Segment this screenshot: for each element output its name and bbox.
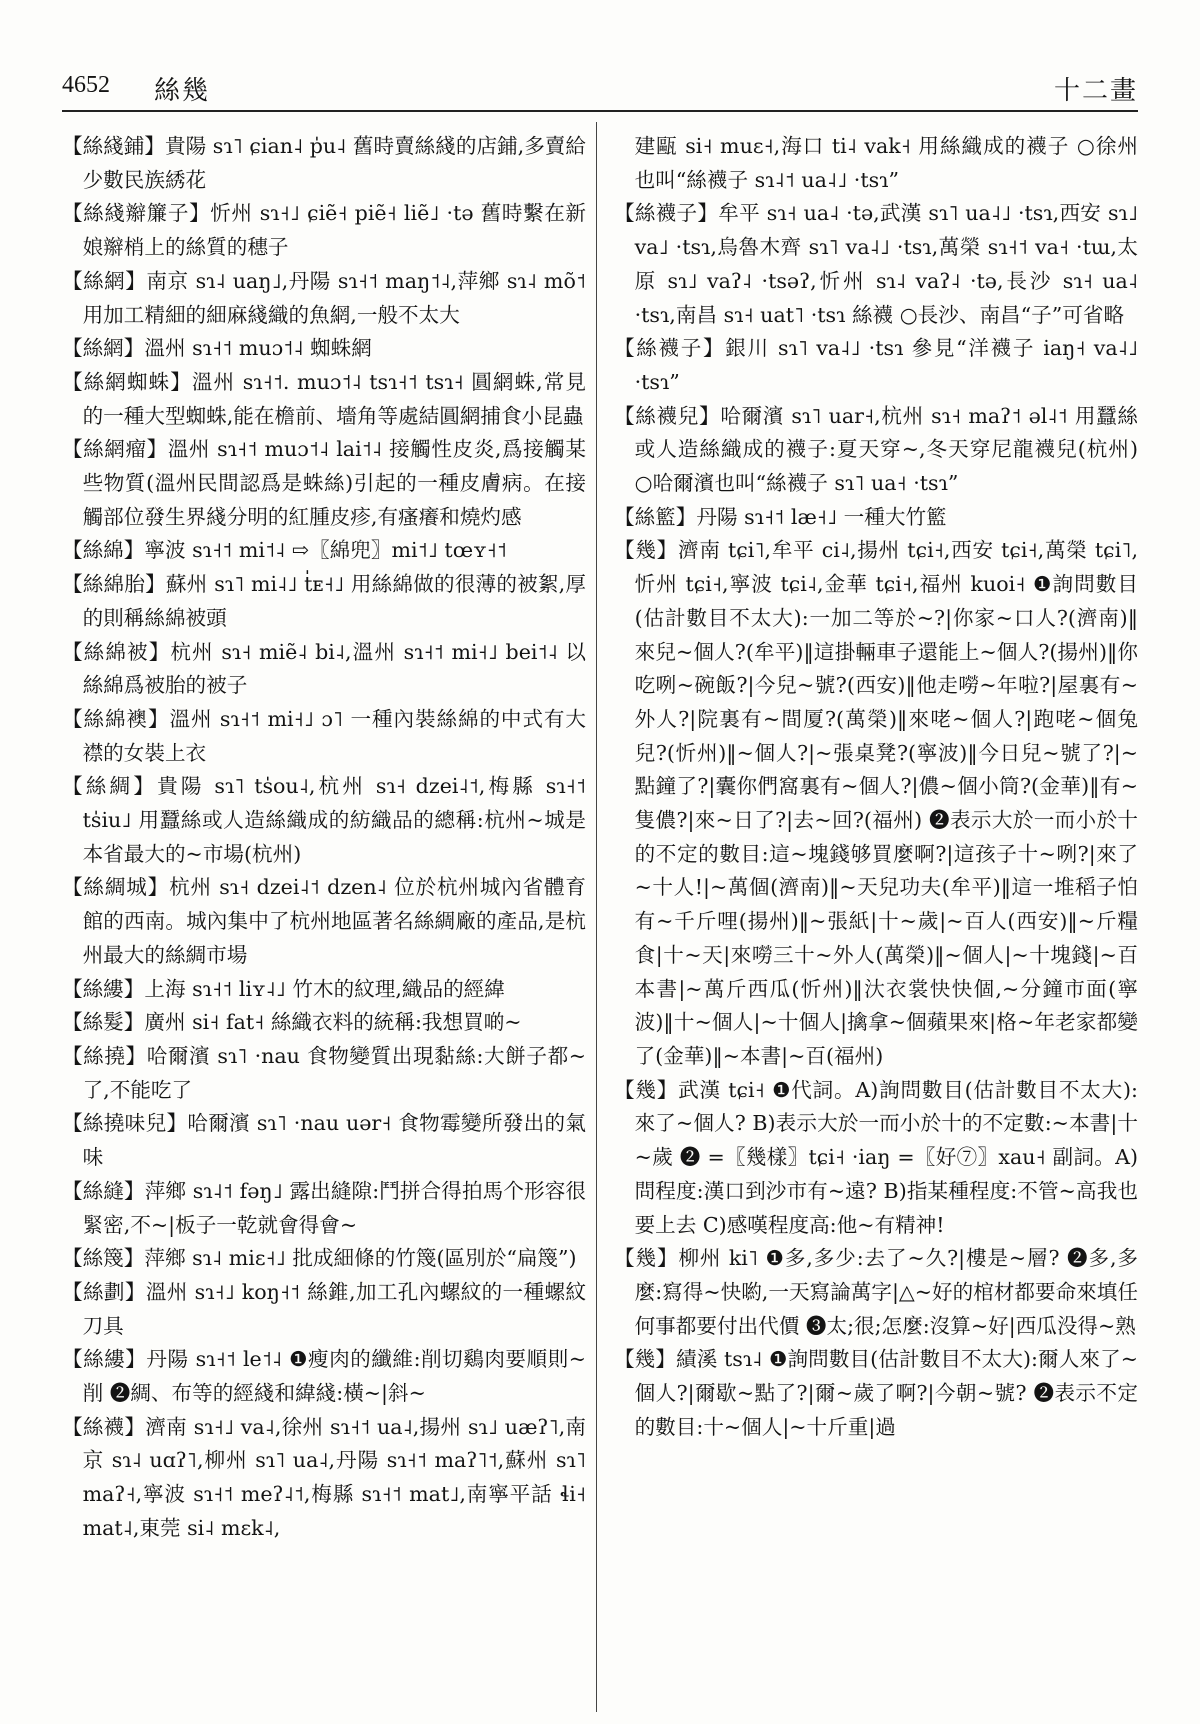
dictionary-entry [62,1343,586,1410]
entry-definition: 濟南 sɿ˧˩ va˨,徐州 sɿ˧˦ ua˨,揚州 sɿ˩ uæʔ˥,南京 sɿ˨ uɑʔ˥,柳州 sɿ˥ ua˨,丹陽 sɿ˧˦ maʔ˥˦,蘇州 sɿ˥ maʔ˧,寧波 sɿ˧˦ meʔ˨˦,梅縣 sɿ˧˦ mat˩,南寧平話 ɬi˧ mat˨,東莞 si˨ mɛk˨, [82,1414,586,1540]
entry-headword: 【絲撓】 [62,1043,147,1068]
entry-definition: 哈爾濱 sɿ˥ ·nau 食物變質出現黏絲:大餅子都~了,不能吃了 [82,1043,586,1102]
dictionary-entry [62,1175,586,1242]
entry-headword: 【絲襪子】 [614,336,726,361]
dictionary-entry [614,534,1138,1073]
entry-definition: 杭州 sɿ˧ dzei˨˦ dzen˨ 位於杭州城內省體育館的西南。城內集中了杭州地區著名絲綢廠的產品,是杭州最大的絲綢市場 [82,875,586,967]
entry-headword: 【絲綿胎】 [62,572,166,597]
entry-headword: 【絲綿】 [62,538,145,563]
entry-definition: 武漢 tɕi˧ ❶代詞。A)詢問數目(估計數目不太大):來了~個人? B)表示大於一而小於十的不定數:~本書|十~歲 ❷ =〖幾樣〗tɕi˧ ·iaŋ =〖好⑦〗xau˧ 副詞。A)問程度:漢口到沙市有~遠? B)指某種程度:不管~高我也要上去 C)感嘆程度高:他~有精神! [634,1077,1138,1237]
entry-definition: 萍鄉 sɿ˨˦ fəŋ˩ 露出縫隙:鬥拼合得拍馬个形容很緊密,不~|板子一乾就會得會~ [82,1178,586,1237]
entry-headword: 【絲篾】 [62,1246,145,1271]
entry-headword: 【絲綢城】 [62,875,170,900]
dictionary-entry [62,433,586,534]
entry-definition: 建甌 si˧ muɛ˧,海口 ti˨ vak˧ 用絲織成的襪子 ○徐州也叫“絲襪子 sɿ˨˦ ua˨˩ ·tsɿ” [634,134,1138,192]
entry-headword: 【絲綢】 [62,774,158,799]
dictionary-entry [614,332,1138,399]
right-column [614,130,1138,1710]
dictionary-entry [614,197,1138,332]
entry-definition: 溫州 sɿ˧˦ muɔ˦˨ lai˦˨ 接觸性皮炎,爲接觸某些物質(溫州民間認爲是蛛絲)引起的一種皮膚病。在接觸部位發生界綫分明的紅腫皮疹,有瘙癢和燒灼感 [82,437,586,529]
dictionary-entry [614,1242,1138,1343]
entry-definition: 貴陽 sɿ˥ ɕian˨ p̍u˨ 舊時賣絲綫的店鋪,多賣給少數民族綉花 [82,134,586,192]
entry-definition: 南京 sɿ˨ uaŋ˩,丹陽 sɿ˧˦ maŋ˦˨,萍鄉 sɿ˨ mõ˦ 用加工精細的細麻綫織的魚網,一般不太大 [82,268,586,327]
dictionary-entry [614,1074,1138,1243]
page-header [62,70,1138,112]
entry-definition: 銀川 sɿ˥ va˨˩ ·tsɿ 參見“洋襪子 iaŋ˧ va˨˩ ·tsɿ” [634,336,1138,394]
entry-headword: 【絲綫鋪】 [62,134,165,158]
dictionary-entry [614,501,1138,535]
entry-headword: 【絲襪子】 [614,201,719,226]
dictionary-entry [62,636,586,703]
entry-headword: 【絲髮】 [62,1010,145,1035]
page-running-title: 絲幾 [154,76,211,106]
entry-headword: 【絲劃】 [62,1279,146,1304]
entry-definition: 萍鄉 sɿ˨ miɛ˧˩ 批成細條的竹篾(區別於“扁篾”) [144,1246,577,1271]
section-label: 十二畫 [1053,76,1138,106]
entry-definition: 溫州 sɿ˧˩ koŋ˧˦ 絲錐,加工孔內螺紋的一種螺紋刀具 [82,1279,586,1338]
entry-definition: 丹陽 sɿ˧˦ læ˧˩ 一種大竹籃 [696,504,947,529]
entry-headword: 【幾】 [614,538,679,563]
dictionary-entry [62,871,586,972]
page-number: 4652 [62,72,110,98]
entry-definition: 柳州 ki˥ ❶多,多少:去了~久?|樓是~層? ❷多,多麼:寫得~快喲,一天寫論萬字|△~好的棺材都要命來填任何事都要付出代價 ❸太;很;怎麼:沒算~好|西瓜没得~熟 [634,1246,1138,1338]
entry-headword: 【絲網蜘蛛】 [62,369,192,394]
dictionary-entry [62,265,586,332]
dictionary-entry [62,1242,586,1276]
entry-headword: 【絲綿被】 [62,639,171,664]
entry-headword: 【絲綫辮簾子】 [62,201,211,226]
entry-headword: 【幾】 [614,1347,677,1372]
dictionary-entry [62,1276,586,1343]
dictionary-entry [62,770,586,871]
entry-headword: 【絲籃】 [614,504,697,529]
entry-definition: 績溪 tsɿ˨ ❶詢問數目(估計數目不太大):爾人來了~個人?|爾歇~點了?|爾~歲了啊?|今朝~號? ❷表示不定的數目:十~個人|~十斤重|過 [634,1347,1138,1439]
entry-definition: 哈爾濱 sɿ˥ uar˧,杭州 sɿ˧ maʔ˦ əl˨˦ 用蠶絲或人造絲織成的襪子:夏天穿~,冬天穿尼龍襪兒(杭州) ○哈爾濱也叫“絲襪子 sɿ˥ ua˧ ·tsɿ” [634,403,1138,496]
entry-definition: 牟平 sɿ˧ ua˨ ·tə,武漢 sɿ˥ ua˨˩ ·tsɿ,西安 sɿ˩ va˩ ·tsɿ,烏魯木齊 sɿ˥ va˨˩ ·tsɿ,萬榮 sɿ˧˦ va˧ ·tɯ,太原 sɿ˩ vaʔ˨ ·tsəʔ,忻州 sɿ˨ vaʔ˨ ·tə,長沙 sɿ˧ ua˨ ·tsɿ,南昌 sɿ˧ uat˥ ·tsɿ 絲襪 ○長沙、南昌“子”可省略 [634,201,1138,327]
dictionary-entry [614,1343,1138,1444]
dictionary-entry [62,1006,586,1040]
dictionary-entry [62,332,586,366]
entry-definition: 哈爾濱 sɿ˥ ·nau uər˧ 食物霉變所發出的氣味 [82,1111,586,1170]
entry-definition: 廣州 si˧ fat˧ 絲織衣料的統稱:我想買啲~ [144,1010,522,1035]
dictionary-entry [62,534,586,568]
dictionary-entry [62,366,586,433]
dictionary-entry [62,1411,586,1546]
column-divider [596,122,597,1712]
dictionary-entry [62,197,586,264]
dictionary-entry [62,568,586,635]
entry-headword: 【絲縫】 [62,1178,145,1203]
entry-headword: 【絲襪】 [62,1414,146,1439]
entry-headword: 【絲網】 [62,336,145,361]
entry-definition: 忻州 sɿ˧˩ ɕiẽ˧ piẽ˧ liẽ˩ ·tə 舊時繫在新娘辮梢上的絲質的穗子 [82,201,586,260]
entry-headword: 【幾】 [614,1246,679,1271]
entry-definition: 寧波 sɿ˧˦ mi˦˨ ⇨〖綿兜〗mi˦˩ tœʏ˧˦ [144,538,507,563]
entry-definition: 蘇州 sɿ˥ mi˨˩ t̍ᴇ˧˩ 用絲綿做的很薄的被絮,厚的則稱絲綿被頭 [82,572,586,630]
dictionary-entry [62,130,586,197]
entry-headword: 【絲襪兒】 [614,403,721,428]
entry-definition: 溫州 sɿ˧˦. muɔ˦˨ tsɿ˧˦ tsɿ˧ 圓網蛛,常見的一種大型蜘蛛,能在檐前、墻角等處結圓網捕食小昆蟲 [82,369,586,428]
entry-headword: 【絲撓味兒】 [62,1111,188,1136]
dictionary-entry [614,400,1138,501]
entry-definition: 溫州 sɿ˧˦ mi˧˩ ɔ˥ 一種內裝絲綿的中式有大襟的女裝上衣 [82,706,586,765]
entry-headword: 【絲縷】 [62,1347,147,1372]
dictionary-entry [62,703,586,770]
entry-headword: 【絲網】 [62,268,147,293]
entry-definition: 濟南 tɕi˥,牟平 ci˨,揚州 tɕi˧,西安 tɕi˧,萬榮 tɕi˥,忻州 tɕi˧,寧波 tɕi˨,金華 tɕi˧,福州 kuoi˧ ❶詢問數目(估計數目不太大):一加二等於~?|你家~口人?(濟南)‖來兒~個人?(牟平)‖這掛輛車子還能上~個人?(揚州)‖你吃咧~碗飯?|今兒~號?(西安)‖他走嘮~年啦?|屋裏有~外人?|院裏有~間厦?(萬榮)‖來咾~個人?|跑咾~個兔兒?(忻州)‖~個人?|~張桌凳?(寧波)‖今日兒~號了?|~點鐘了?|囊你們窩裏有~個人?|儂~個小筒?(金華)‖有~隻儂?|來~日了?|去~回?(福州) ❷表示大於一而小於十的不定的數目:這~塊錢够買麼啊?|這孩子十~咧?|來了~十人!|~萬個(濟南)‖~天兒功夫(牟平)‖這一堆稻子怕有~千斤哩(揚州)‖~張紙|十~歲|~百人(西安)‖~斤糧食|十~天|來嘮三十~外人(萬榮)‖~個人|~十塊錢|~百本書|~萬斤西瓜(忻州)‖汏衣裳快快個,~分鐘市面(寧波)‖十~個人|~十個人|擒拿~個蘋果來|格~年老家都變了(金華)‖~本書|~百(福州) [634,538,1138,1068]
dictionary-entry [62,973,586,1007]
entry-headword: 【絲縷】 [62,976,145,1001]
entry-definition: 上海 sɿ˧˦ liʏ˨˩ 竹木的紋理,織品的經緯 [144,976,505,1001]
dictionary-entry [62,1107,586,1174]
entry-definition: 溫州 sɿ˧˦ muɔ˦˨ 蜘蛛網 [144,336,372,361]
entry-definition: 杭州 sɿ˧ miẽ˨ bi˨,溫州 sɿ˧˦ mi˧˩ bei˦˨ 以絲綿爲被胎的被子 [82,639,586,698]
entry-definition: 丹陽 sɿ˧˦ le˦˨ ❶瘦肉的纖維:削切鷄肉要順則~削 ❷綢、布等的經綫和緯綫:橫~|斜~ [82,1347,586,1406]
entry-headword: 【絲網瘤】 [62,437,168,462]
entry-definition: 貴陽 sɿ˥ ts̍ou˨,杭州 sɿ˧ dzei˨˦,梅縣 sɿ˧˦ ts̍iu˩ 用蠶絲或人造絲織成的紡織品的總稱:杭州~城是本省最大的~市場(杭州) [82,774,586,866]
entry-headword: 【絲綿襖】 [62,706,170,731]
dictionary-entry [62,1040,586,1107]
dictionary-entry [614,130,1138,197]
left-column [62,130,586,1710]
entry-headword: 【幾】 [614,1077,679,1102]
